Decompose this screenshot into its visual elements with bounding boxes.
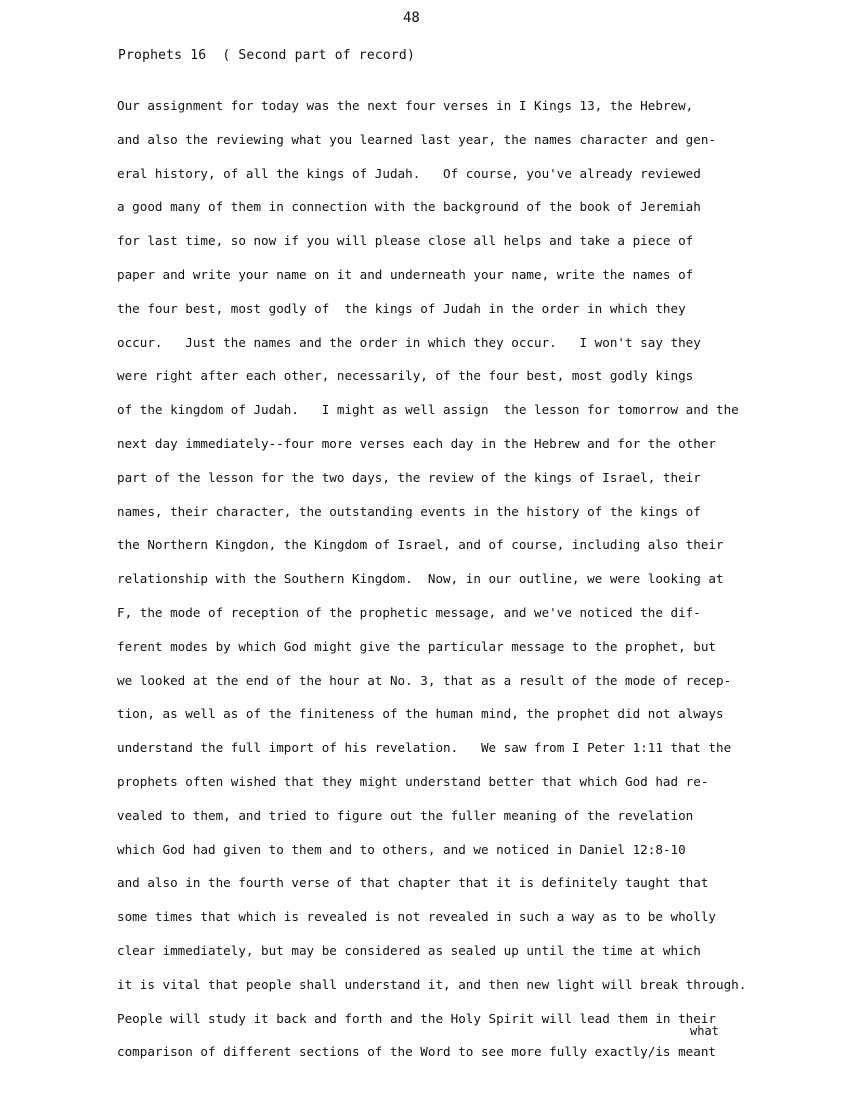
text-line: a good many of them in connection with the background of the book of Jeremiah bbox=[117, 199, 701, 215]
text-line: the Northern Kingdon, the Kingdom of Israel, and of course, including also their bbox=[117, 537, 724, 553]
text-line: and also the reviewing what you learned last year, the names character and gen- bbox=[117, 131, 716, 147]
text-line: prophets often wished that they might understand better that which God had re- bbox=[117, 773, 709, 789]
text-line: comparison of different sections of the Word to see more fully exactly/is meant bbox=[117, 1044, 716, 1060]
text-line: Our assignment for today was the next four verses in I Kings 13, the Hebrew, bbox=[117, 98, 694, 113]
text-line: eral history, of all the kings of Judah. Of course, you've already reviewed bbox=[117, 165, 701, 181]
text-line: clear immediately, but may be considered as sealed up until the time at which bbox=[117, 942, 701, 958]
text-line: understand the full import of his revelation. We saw from I Peter 1:11 that the bbox=[117, 740, 732, 756]
text-line: occur. Just the names and the order in which they occur. I won't say they bbox=[117, 334, 701, 350]
interlinear-insertion: what bbox=[690, 1024, 719, 1038]
text-line: some times that which is revealed is not revealed in such a way as to be wholly bbox=[117, 909, 716, 925]
text-line: names, their character, the outstanding events in the history of the kings of bbox=[117, 503, 701, 519]
text-line: and also in the fourth verse of that chapter that it is definitely taught that bbox=[117, 875, 709, 891]
text-line: the four best, most godly of the kings of Judah in the order in which they bbox=[117, 300, 686, 316]
text-line: F, the mode of reception of the prophetic message, and we've noticed the dif- bbox=[117, 604, 701, 620]
text-line: People will study it back and forth and the Holy Spirit will lead them in their bbox=[117, 1010, 716, 1026]
text-line: paper and write your name on it and underneath your name, write the names of bbox=[117, 266, 694, 282]
text-line: it is vital that people shall understand it, and then new light will break through. bbox=[117, 976, 747, 992]
text-line: relationship with the Southern Kingdom. Now, in our outline, we were looking at bbox=[117, 571, 724, 587]
page-number: 48 bbox=[403, 10, 420, 26]
text-line: vealed to them, and tried to figure out the fuller meaning of the revelation bbox=[117, 807, 694, 823]
document-heading: Prophets 16 ( Second part of record) bbox=[118, 48, 415, 63]
text-line: ferent modes by which God might give the particular message to the prophet, but bbox=[117, 638, 716, 654]
body-text bbox=[117, 96, 817, 1076]
text-line: which God had given to them and to others, and we noticed in Daniel 12:8-10 bbox=[117, 841, 686, 857]
text-line: for last time, so now if you will please close all helps and take a piece of bbox=[117, 233, 694, 249]
text-line: tion, as well as of the finiteness of the human mind, the prophet did not always bbox=[117, 706, 724, 722]
text-line: part of the lesson for the two days, the review of the kings of Israel, their bbox=[117, 469, 701, 485]
text-line: we looked at the end of the hour at No. 3, that as a result of the mode of recep- bbox=[117, 672, 732, 688]
text-line: of the kingdom of Judah. I might as well assign the lesson for tomorrow and the bbox=[117, 402, 739, 418]
text-line: next day immediately--four more verses each day in the Hebrew and for the other bbox=[117, 435, 716, 451]
text-line: were right after each other, necessarily, of the four best, most godly kings bbox=[117, 368, 694, 384]
